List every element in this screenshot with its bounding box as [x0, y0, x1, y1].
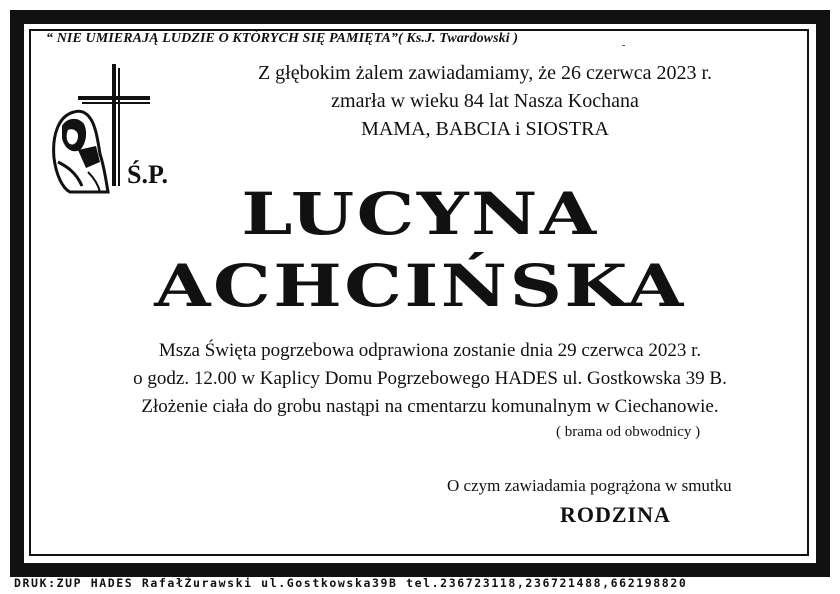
printer-footer: DRUK:ZUP HADES RafałŻurawski ul.Gostkowska39B tel.236723118,236721488,662198820 — [14, 576, 688, 590]
ceremony-line-2: o godz. 12.00 w Kaplicy Domu Pogrzebowego HADES ul. Gostkowska 39 B. — [133, 368, 727, 389]
quote-dot: - — [622, 40, 626, 51]
closing-line: O czym zawiadamia pogrążona w smutku — [447, 476, 732, 495]
quote: “ NIE UMIERAJĄ LUDZIE O KTÓRYCH SIĘ PAMIĘTA”( Ks.J. Twardowski ) — [46, 31, 519, 46]
intro-line-1: Z głębokim żalem zawiadamiamy, że 26 czerwca 2023 r. — [257, 62, 713, 84]
deceased-first-name: LUCYNA — [241, 180, 599, 248]
swietej-pamieci-label: Ś.P. — [127, 160, 168, 189]
intro-line-2: zmarła w wieku 84 lat Nasza Kochana — [331, 90, 639, 112]
deceased-last-name: ACHCIŃSKA — [154, 252, 686, 320]
cemetery-gate-note: ( brama od obwodnicy ) — [556, 424, 701, 440]
ceremony-line-1: Msza Święta pogrzebowa odprawiona zostanie dnia 29 czerwca 2023 r. — [158, 340, 702, 361]
intro-line-3: MAMA, BABCIA i SIOSTRA — [361, 118, 609, 140]
family-signature: RODZINA — [560, 502, 671, 527]
ceremony-line-3: Złożenie ciała do grobu nastąpi na cmentarzu komunalnym w Ciechanowie. — [141, 396, 719, 417]
